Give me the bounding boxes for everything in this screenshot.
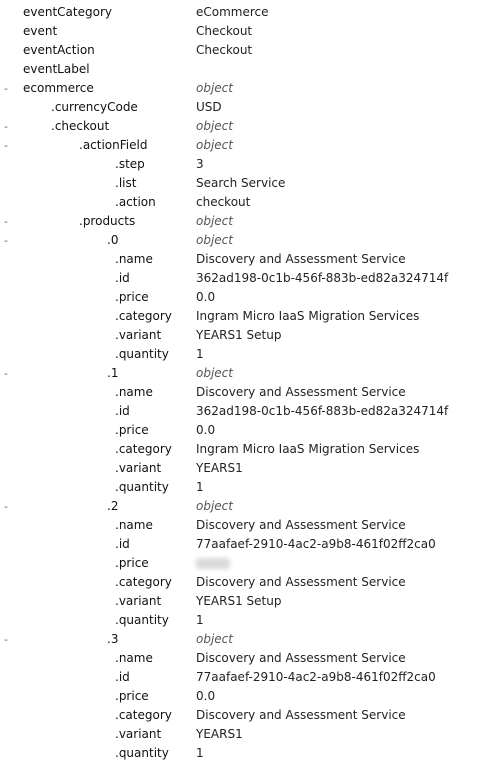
redacted-value	[196, 558, 230, 569]
node-value: Ingram Micro IaaS Migration Services	[196, 442, 420, 456]
tree-node	[0, 345, 491, 364]
node-value: 0.0	[196, 290, 216, 304]
node-value: eCommerce	[196, 5, 269, 19]
tree-node-object[interactable]	[0, 212, 491, 231]
node-key: event	[23, 24, 58, 38]
node-key: .2	[107, 499, 119, 513]
tree-node	[0, 459, 491, 478]
node-key: .category	[115, 708, 172, 722]
node-key: .list	[115, 176, 137, 190]
tree-node	[0, 22, 491, 41]
node-value: object	[196, 366, 233, 380]
tree-node	[0, 421, 491, 440]
node-value: YEARS1	[196, 727, 243, 741]
node-value: Search Service	[196, 176, 286, 190]
node-key: .quantity	[115, 613, 169, 627]
node-key: .category	[115, 442, 172, 456]
tree-node	[0, 706, 491, 725]
node-key: .step	[115, 157, 145, 171]
datalayer-tree	[0, 3, 491, 763]
node-value: object	[196, 499, 233, 513]
node-key: .id	[115, 271, 130, 285]
collapse-toggle-icon[interactable]: -	[4, 82, 8, 95]
node-value: 77aafaef-2910-4ac2-a9b8-461f02ff2ca0	[196, 537, 436, 551]
node-value: Discovery and Assessment Service	[196, 385, 406, 399]
node-value: object	[196, 81, 233, 95]
node-value: 1	[196, 613, 204, 627]
collapse-toggle-icon[interactable]: -	[4, 234, 8, 247]
node-key: ecommerce	[23, 81, 94, 95]
node-key: .variant	[115, 594, 162, 608]
tree-node-object[interactable]	[0, 117, 491, 136]
tree-node	[0, 687, 491, 706]
tree-node-object[interactable]	[0, 136, 491, 155]
collapse-toggle-icon[interactable]: -	[4, 120, 8, 133]
node-value: YEARS1 Setup	[196, 594, 282, 608]
tree-node	[0, 668, 491, 687]
tree-node-object[interactable]	[0, 79, 491, 98]
tree-node	[0, 326, 491, 345]
tree-node	[0, 592, 491, 611]
node-key: .variant	[115, 461, 162, 475]
tree-node	[0, 554, 491, 573]
node-key: .price	[115, 423, 149, 437]
node-key: .quantity	[115, 480, 169, 494]
tree-node	[0, 573, 491, 592]
collapse-toggle-icon[interactable]: -	[4, 367, 8, 380]
node-value: 1	[196, 347, 204, 361]
node-value: 0.0	[196, 423, 216, 437]
node-value: object	[196, 119, 233, 133]
node-key: .category	[115, 575, 172, 589]
tree-node	[0, 478, 491, 497]
node-key: .name	[115, 252, 153, 266]
node-value: checkout	[196, 195, 251, 209]
tree-node	[0, 440, 491, 459]
node-value: Discovery and Assessment Service	[196, 651, 406, 665]
node-key: .checkout	[51, 119, 110, 133]
node-value: YEARS1 Setup	[196, 328, 282, 342]
node-value: Discovery and Assessment Service	[196, 575, 406, 589]
tree-node	[0, 535, 491, 554]
node-value: 0.0	[196, 689, 216, 703]
node-key: .name	[115, 651, 153, 665]
tree-node	[0, 744, 491, 763]
node-key: .variant	[115, 727, 162, 741]
node-value: 1	[196, 480, 204, 494]
node-value: Checkout	[196, 43, 253, 57]
node-key: .price	[115, 689, 149, 703]
tree-node	[0, 60, 491, 79]
node-key: eventCategory	[23, 5, 112, 19]
node-key: .action	[115, 195, 156, 209]
node-key: eventLabel	[23, 62, 90, 76]
node-key: .name	[115, 385, 153, 399]
node-key: .currencyCode	[51, 100, 138, 114]
node-key: .name	[115, 518, 153, 532]
node-key: .price	[115, 290, 149, 304]
node-value: object	[196, 214, 233, 228]
node-value: object	[196, 632, 233, 646]
node-value: USD	[196, 100, 222, 114]
tree-node	[0, 288, 491, 307]
node-key: .actionField	[79, 138, 148, 152]
tree-node	[0, 307, 491, 326]
tree-node-object[interactable]	[0, 630, 491, 649]
tree-node	[0, 516, 491, 535]
node-value: Discovery and Assessment Service	[196, 518, 406, 532]
tree-node	[0, 611, 491, 630]
tree-node	[0, 649, 491, 668]
tree-node-object[interactable]	[0, 231, 491, 250]
tree-node	[0, 383, 491, 402]
tree-node	[0, 269, 491, 288]
node-key: .0	[107, 233, 119, 247]
tree-node	[0, 250, 491, 269]
node-key: .id	[115, 537, 130, 551]
node-value: 362ad198-0c1b-456f-883b-ed82a324714f	[196, 271, 449, 285]
tree-node	[0, 725, 491, 744]
collapse-toggle-icon[interactable]: -	[4, 633, 8, 646]
tree-node	[0, 193, 491, 212]
node-value: YEARS1	[196, 461, 243, 475]
tree-node	[0, 174, 491, 193]
tree-node	[0, 98, 491, 117]
node-value: Discovery and Assessment Service	[196, 708, 406, 722]
tree-node-object[interactable]	[0, 497, 491, 516]
node-value: Checkout	[196, 24, 253, 38]
tree-node-object[interactable]	[0, 364, 491, 383]
node-value: 1	[196, 746, 204, 760]
node-key: .products	[79, 214, 136, 228]
node-value: object	[196, 138, 233, 152]
tree-node	[0, 402, 491, 421]
node-key: .quantity	[115, 746, 169, 760]
node-key: .1	[107, 366, 119, 380]
tree-node	[0, 3, 491, 22]
node-value: 77aafaef-2910-4ac2-a9b8-461f02ff2ca0	[196, 670, 436, 684]
node-key: .quantity	[115, 347, 169, 361]
node-key: eventAction	[23, 43, 95, 57]
node-key: .id	[115, 404, 130, 418]
node-key: .3	[107, 632, 119, 646]
tree-node	[0, 41, 491, 60]
collapse-toggle-icon[interactable]: -	[4, 500, 8, 513]
node-value: object	[196, 233, 233, 247]
node-value: Ingram Micro IaaS Migration Services	[196, 309, 420, 323]
node-key: .variant	[115, 328, 162, 342]
node-key: .id	[115, 670, 130, 684]
node-key: .category	[115, 309, 172, 323]
collapse-toggle-icon[interactable]: -	[4, 215, 8, 228]
node-key: .price	[115, 556, 149, 570]
node-value: 362ad198-0c1b-456f-883b-ed82a324714f	[196, 404, 449, 418]
node-value: 3	[196, 157, 204, 171]
collapse-toggle-icon[interactable]: -	[4, 139, 8, 152]
tree-node	[0, 155, 491, 174]
node-value: Discovery and Assessment Service	[196, 252, 406, 266]
